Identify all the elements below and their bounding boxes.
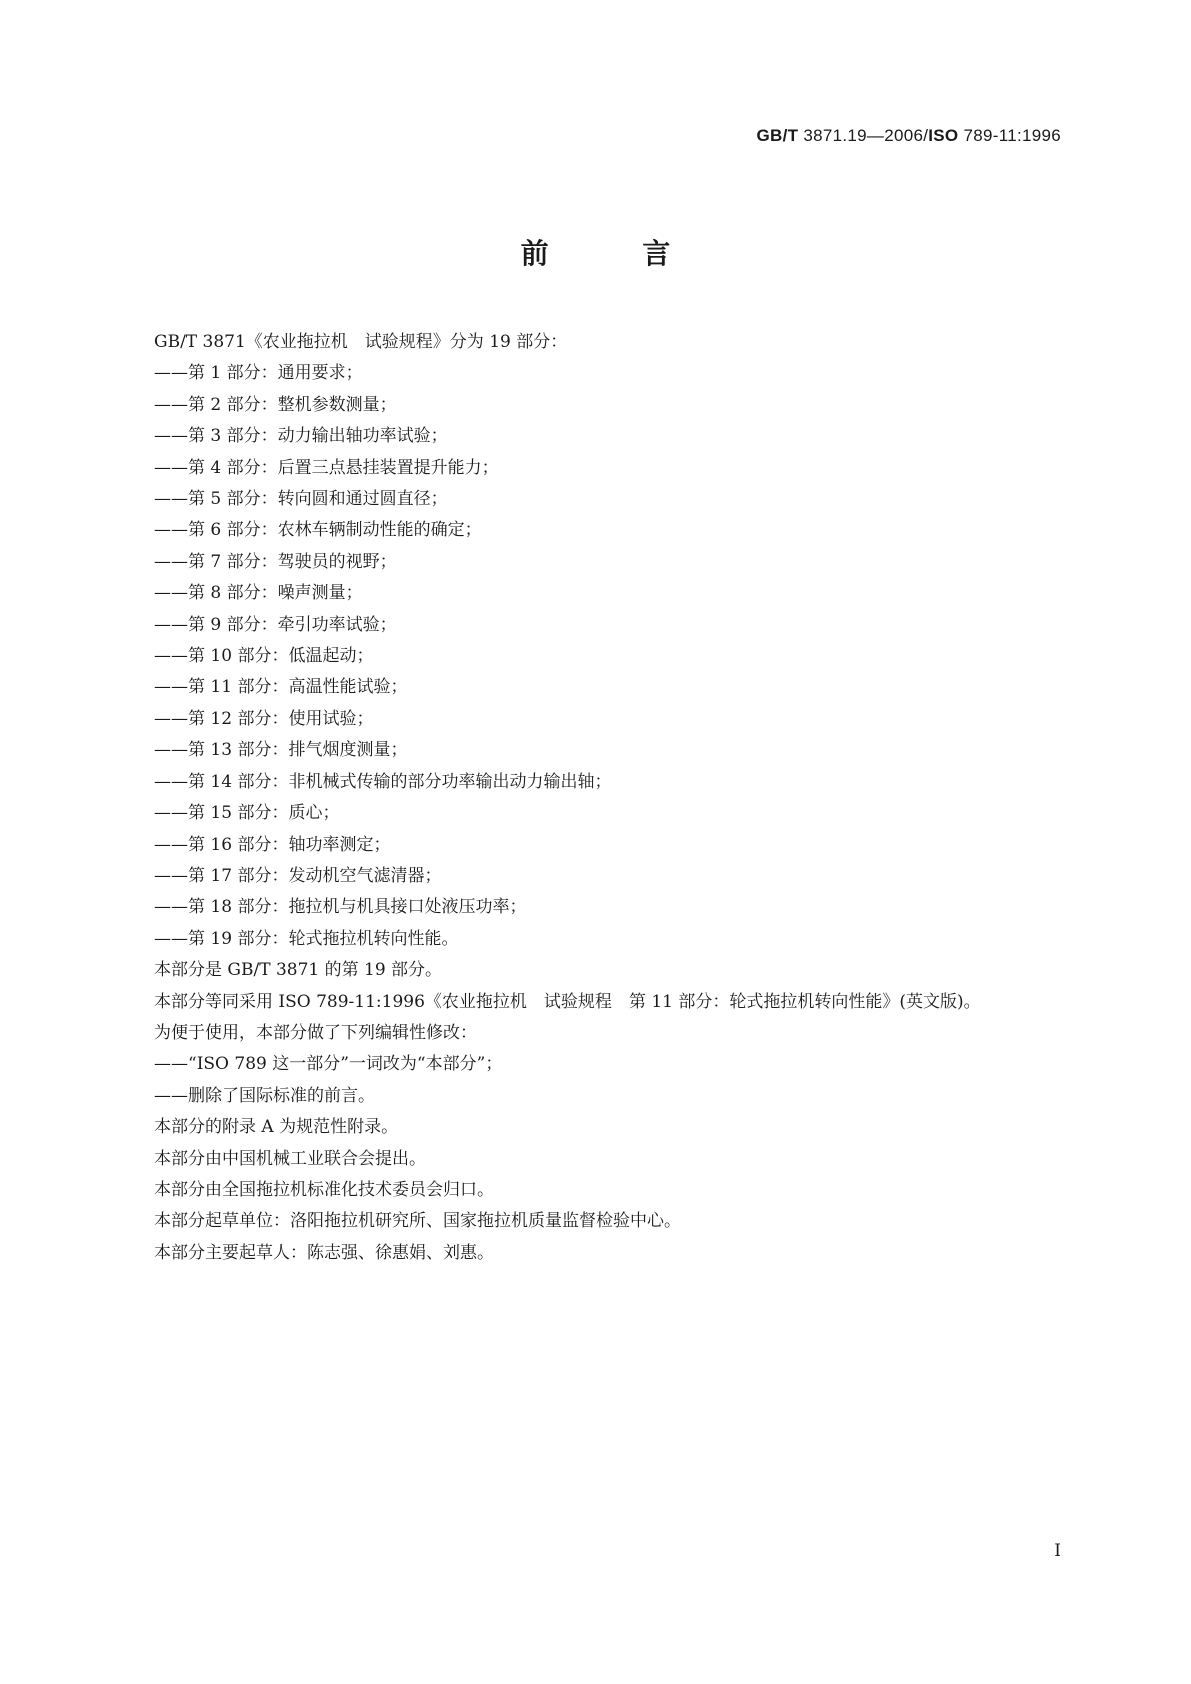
list-item-part-12: ——第 12 部分：使用试验； — [154, 708, 374, 729]
paragraph-drafting-units: 本部分起草单位：洛阳拖拉机研究所、国家拖拉机质量监督检验中心。 — [154, 1211, 681, 1232]
page-title: 前 言 — [520, 237, 713, 270]
paragraph-proposed-by: 本部分由中国机械工业联合会提出。 — [154, 1148, 426, 1169]
list-item-edit-2: ——删除了国际标准的前言。 — [154, 1085, 375, 1106]
paragraph-drafters: 本部分主要起草人：陈志强、徐惠娟、刘惠。 — [154, 1242, 494, 1263]
list-item-part-3: ——第 3 部分：动力输出轴功率试验； — [154, 426, 448, 447]
list-item-part-6: ——第 6 部分：农林车辆制动性能的确定； — [154, 520, 482, 541]
paragraph-adoption: 本部分等同采用 ISO 789-11:1996《农业拖拉机 试验规程 第 11 部分：轮式拖拉机转向性能》(英文版)。 — [154, 991, 981, 1012]
std-number: 3871.19—2006/ — [803, 126, 929, 145]
list-item-part-19: ——第 19 部分：轮式拖拉机转向性能。 — [154, 928, 459, 949]
paragraph-annex: 本部分的附录 A 为规范性附录。 — [154, 1117, 399, 1138]
list-item-part-1: ——第 1 部分：通用要求； — [154, 363, 363, 384]
paragraph-intro: GB/T 3871《农业拖拉机 试验规程》分为 19 部分： — [154, 332, 568, 352]
iso-number: 789-11:1996 — [963, 126, 1061, 145]
list-item-part-2: ——第 2 部分：整机参数测量； — [154, 394, 397, 415]
iso-prefix: ISO — [928, 126, 959, 145]
foreword-body — [120, 327, 1065, 1269]
list-item-part-15: ——第 15 部分：质心； — [154, 803, 340, 824]
list-item-part-5: ——第 5 部分：转向圆和通过圆直径； — [154, 489, 448, 510]
paragraph-technical-committee: 本部分由全国拖拉机标准化技术委员会归口。 — [154, 1179, 494, 1200]
list-item-part-8: ——第 8 部分：噪声测量； — [154, 583, 363, 604]
paragraph-part-statement: 本部分是 GB/T 3871 的第 19 部分。 — [154, 960, 443, 981]
list-item-part-9: ——第 9 部分：牵引功率试验； — [154, 614, 397, 635]
list-item-part-13: ——第 13 部分：排气烟度测量； — [154, 740, 408, 761]
list-item-part-10: ——第 10 部分：低温起动； — [154, 646, 374, 667]
list-item-part-16: ——第 16 部分：轴功率测定； — [154, 834, 391, 855]
paragraph-edits-intro: 为便于使用，本部分做了下列编辑性修改： — [154, 1022, 477, 1043]
list-item-part-4: ——第 4 部分：后置三点悬挂装置提升能力； — [154, 457, 499, 478]
list-item-edit-1: ——“ISO 789 这一部分”一词改为“本部分”； — [154, 1054, 503, 1075]
list-item-part-18: ——第 18 部分：拖拉机与机具接口处液压功率； — [154, 897, 527, 918]
list-item-part-11: ——第 11 部分：高温性能试验； — [154, 677, 408, 698]
std-prefix: GB/T — [756, 126, 799, 145]
page-number: I — [1054, 1541, 1061, 1561]
list-item-part-7: ——第 7 部分：驾驶员的视野； — [154, 551, 397, 572]
standard-header — [757, 126, 1061, 146]
list-item-part-17: ——第 17 部分：发动机空气滤清器； — [154, 865, 442, 886]
list-item-part-14: ——第 14 部分：非机械式传输的部分功率输出动力输出轴； — [154, 771, 612, 792]
